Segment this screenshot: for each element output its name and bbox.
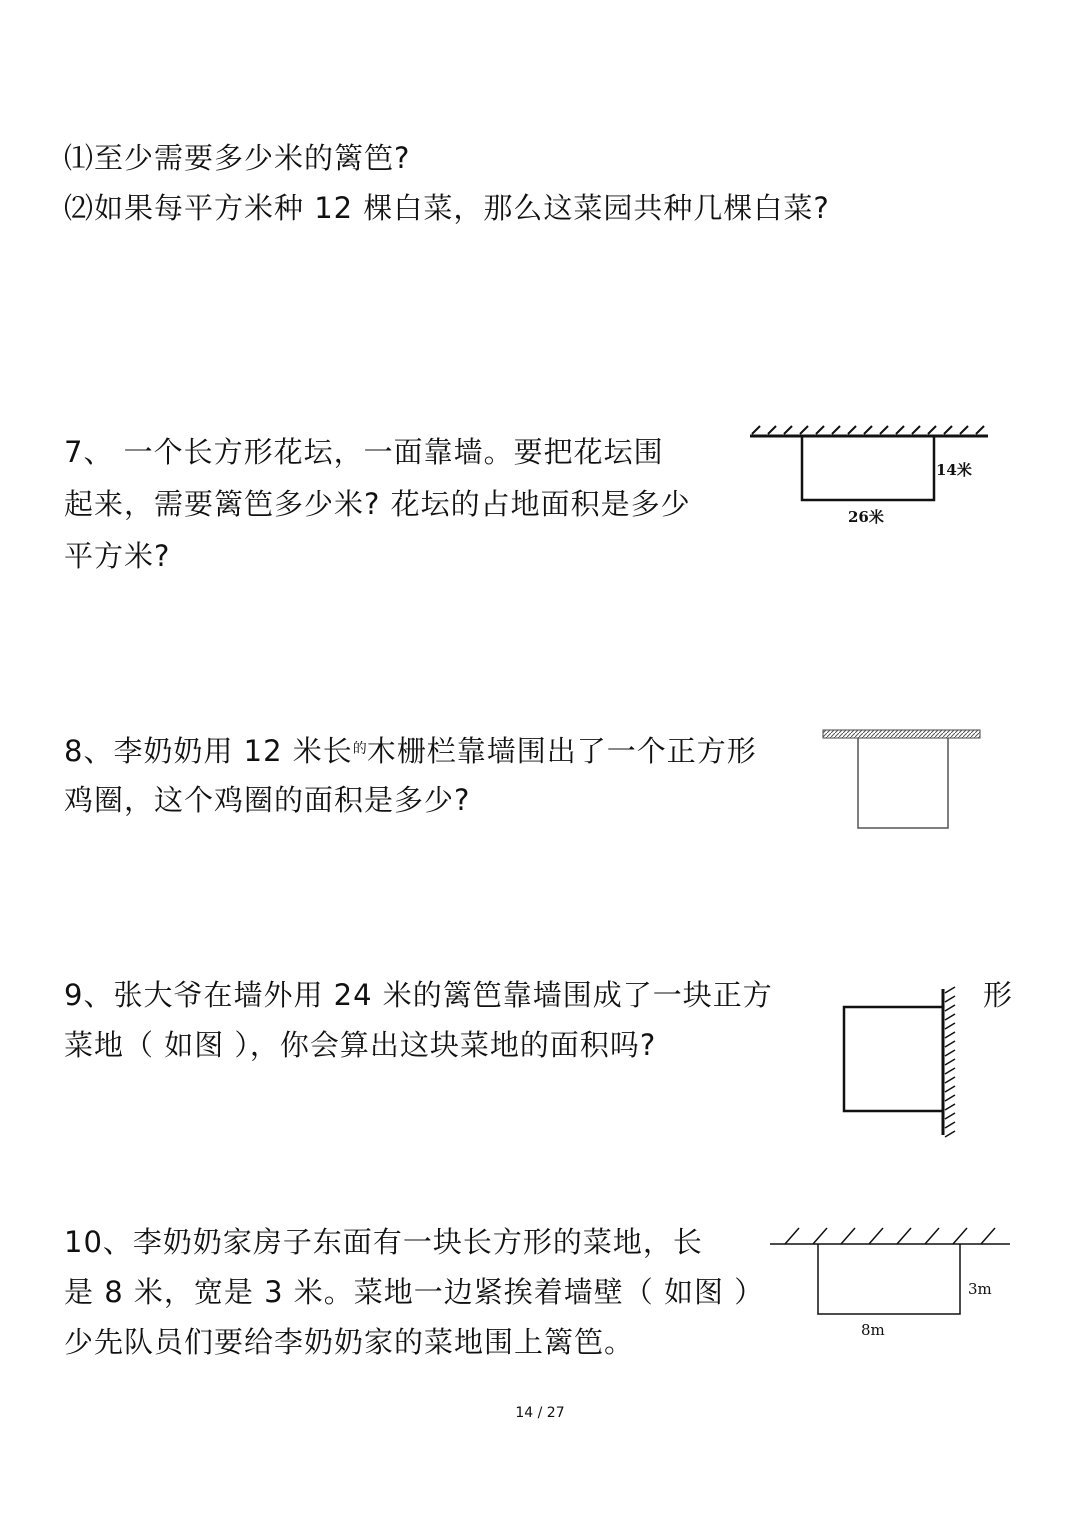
q9-wall-hatching <box>945 987 955 1137</box>
q10-line1: 10、李奶奶家房子东面有一块长方形的菜地，长 <box>64 1225 703 1259</box>
q10-width-label: 8m <box>861 1321 885 1339</box>
q7-line3: 平方米? <box>64 539 171 573</box>
q10-garden-rect <box>818 1244 960 1314</box>
q9-line1-tail: 形 <box>983 978 1014 1012</box>
q7-width-label: 26米 <box>848 508 884 526</box>
q8-line1-a: 8、李奶奶用 12 米长 <box>64 734 353 768</box>
q6-sub1: ⑴至少需要多少米的篱笆? <box>64 141 411 175</box>
q7-flowerbed-rect <box>802 436 934 500</box>
q8-coop-square <box>858 738 948 828</box>
q7-wall-hatching <box>752 426 984 434</box>
q8-line1 <box>64 729 757 771</box>
q7-figure <box>740 420 1000 532</box>
page-number: 14 / 27 <box>515 1405 565 1421</box>
q8-wall <box>823 730 980 738</box>
q8-line1-b: 木栅栏靠墙围出了一个正方形 <box>366 734 757 768</box>
q7-line2: 起来，需要篱笆多少米? 花坛的占地面积是多少 <box>64 487 691 521</box>
q6-sub2: ⑵如果每平方米种 12 棵白菜，那么这菜园共种几棵白菜? <box>64 191 830 225</box>
q8-figure <box>815 725 990 837</box>
q8-line1-small: 的 <box>352 741 367 757</box>
q9-line1: 9、张大爷在墙外用 24 米的篱笆靠墙围成了一块正方 <box>64 978 773 1012</box>
q9-garden-square <box>844 1007 943 1111</box>
q10-wall-hatching <box>785 1228 995 1244</box>
q10-height-label: 3m <box>968 1280 992 1298</box>
q7-height-label: 14米 <box>936 461 972 479</box>
q9-figure <box>835 985 965 1140</box>
q9-line2: 菜地（ 如图 ），你会算出这块菜地的面积吗? <box>64 1028 657 1062</box>
q10-figure <box>765 1222 1015 1347</box>
q10-line3: 少先队员们要给李奶奶家的菜地围上篱笆。 <box>64 1325 635 1359</box>
q8-line2: 鸡圈，这个鸡圈的面积是多少? <box>64 783 471 817</box>
q10-line2: 是 8 米，宽是 3 米。菜地一边紧挨着墙壁（ 如图 ） <box>64 1275 765 1309</box>
q7-line1: 7、 一个长方形花坛，一面靠墙。要把花坛围 <box>64 435 664 469</box>
